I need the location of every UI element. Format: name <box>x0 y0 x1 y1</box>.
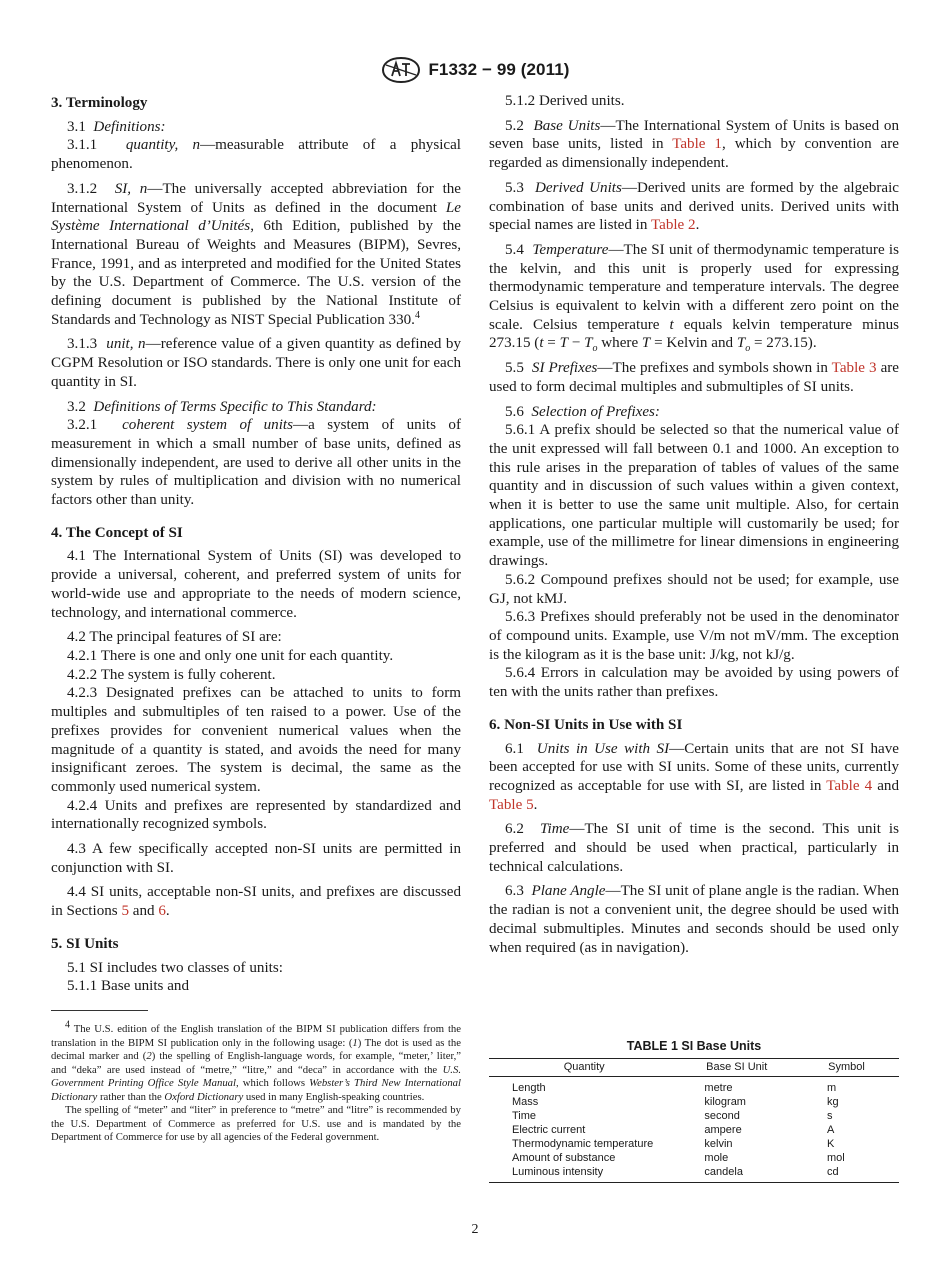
footnote-ref: 4 <box>414 309 420 321</box>
para-5-4: 5.4 Temperature—The SI unit of thermodynamic temperature is the kelvin, and this unit is properly used for expressing thermodynamic temperature and temperature intervals. The degree Celsius is equivalent to kelvin with a different zero point on the scale. Celsius temperature t equals kelvin temperature minus 273.15 ($t = T - T_o$ where T = Kelvin and $T_o = 273.15$). <box>489 241 899 355</box>
table-4-link[interactable]: Table 4 <box>826 777 873 794</box>
header-base-unit: Base SI Unit <box>706 1061 768 1073</box>
para-4-2-3: 4.2.3 Designated prefixes can be attached to units to form multiples and submultiples of ten raised to a power. Use of the prefixes provides for convenient numerical values when the magnitude of a quantity is stated, and avoids the need for many insignificant zeroes. The system is decimal, the same as the commonly used numerical system. <box>51 685 461 795</box>
page-header <box>0 56 950 84</box>
para-5-1: 5.1 SI includes two classes of units: <box>67 959 283 976</box>
table-header-row <box>489 1059 899 1077</box>
cell-quantity: Time <box>512 1110 537 1122</box>
para-3-1-1: 3.1.1 quantity, n—measurable attribute of a physical phenomenon. <box>51 137 461 173</box>
para-3-2: 3.2 Definitions of Terms Specific to This Standard: <box>67 398 377 415</box>
para-5-1-2: 5.1.2 Derived units. <box>505 93 625 109</box>
cell-unit: candela <box>704 1166 743 1178</box>
cell-unit: second <box>704 1110 740 1122</box>
header-quantity: Quantity <box>563 1061 605 1073</box>
para-6-2: 6.2 Time—The SI unit of time is the second. This unit is preferred and should be used when practical, particularly in technical calculations. <box>489 821 900 875</box>
section-3-heading: 3. Terminology <box>51 95 148 111</box>
cell-unit: kelvin <box>704 1138 733 1150</box>
para-4-3: 4.3 A few specifically accepted non-SI units are permitted in conjunction with SI. <box>51 841 461 876</box>
para-5-3: 5.3 Derived Units—Derived units are formed by the algebraic combination of base units and derived units. Derived units with special names are listed in Table 2. <box>489 179 899 234</box>
para-4-1: 4.1 The International System of Units (SI) was developed to provide a universal, coherent, and preferred system of units for world-wide use and appropriate to the needs of modern science, technology, and international commerce. <box>51 548 461 621</box>
table-1 <box>489 1039 899 1183</box>
para-3-1: 3.1 Definitions: <box>67 118 166 135</box>
para-6-1: 6.1 Units in Use with SI—Certain units that are not SI have been accepted for use with SI units. Some of these units, currently recognized as acceptable for use with SI, are listed in Table 4 and Table 5. <box>489 740 900 813</box>
table-1-link[interactable]: Table 1 <box>672 136 722 153</box>
cell-unit: metre <box>704 1082 733 1094</box>
para-4-4: 4.4 SI units, acceptable non-SI units, and prefixes are discussed in Sections 5 and 6. <box>51 884 461 920</box>
para-5-6-4: 5.6.4 Errors in calculation may be avoided by using powers of ten with the units rather than prefixes. <box>489 665 899 701</box>
section-5-heading: 5. SI Units <box>51 935 119 952</box>
footnote-rule <box>51 1010 148 1011</box>
table-row <box>489 1109 899 1123</box>
para-4-2-4: 4.2.4 Units and prefixes are represented by standardized and internationally recognized symbols. <box>51 797 461 833</box>
para-5-6-3: 5.6.3 Prefixes should preferably not be used in the denominator of compound units. Example, use V/m not mV/mm. The exception is the kilogram as it is the base unit: J/kg, not kJ/g. <box>489 609 899 663</box>
para-3-1-2: 3.1.2 SI, n—The universally accepted abbreviation for the International System of Units as defined in the document Le Système International d’Unités, 6th Edition, published by the International Bureau of Weights and Measures (BIPM), Sevres, France, 1991, and as interpreted and modified for the United States by the U.S. Department of Commerce. The U.S. version of the defining document is published by the National Institute of Standards and Technology as NIST Special Publication 330.$^4$ <box>51 180 462 328</box>
para-5-5: 5.5 SI Prefixes—The prefixes and symbols shown in Table 3 are used to form decimal multiples and submultiples of SI units. <box>489 360 899 395</box>
para-5-6-1: 5.6.1 A prefix should be selected so that the numerical value of the unit expressed will fall between 0.1 and 1000. An exception to this rule arises in the preparation of tables of values of the same quantity and in discussion of such values within a given context, when it is better to use the same unit multiple. Also, for certain applications, one particular multiple will customarily be used; for example, use of the millimetre for linear dimensions in engineering drawings. <box>489 422 899 570</box>
para-5-2: 5.2 Base Units—The International System of Units is based on seven base units, listed in Table 1, which by convention are regarded as dimensionally independent. <box>489 117 900 172</box>
cell-quantity: Luminous intensity <box>512 1166 604 1178</box>
footnote-para-1: $^4$ The U.S. edition of the English translation of the BIPM SI publication differs from the translation in the BIPM SI publication only in the following usage: (1) The dot is used as the decimal marker and (2) the spelling of English-language words, for example, “meter,’ liter,” and “deka” are used instead of “metre,” “litre,” and “deca” in accordance with the U.S. Government Printing Office Style Manual, which follows Webster’s Third New International Dictionary rather than the Oxford Dictionary used in many English-speaking countries. <box>51 1019 462 1103</box>
table-row <box>489 1123 899 1137</box>
section-6-heading: 6. Non-SI Units in Use with SI <box>489 716 683 733</box>
cell-symbol: cd <box>827 1166 839 1178</box>
right-column <box>489 92 899 957</box>
para-3-1-3: 3.1.3 unit, n—reference value of a given quantity as defined by CGPM Resolution or ISO standards. There is only one unit for each quantity in SI. <box>51 336 462 390</box>
table-row <box>489 1165 899 1183</box>
para-3-2-1: 3.2.1 coherent system of units—a system of units of measurement in which a small number of base units, defined as dimensionally independent, are used to derive all other units in the system by rules of multiplication and division with no numerical factors other than unity. <box>51 417 461 509</box>
para-4-2: 4.2 The principal features of SI are: <box>67 629 282 646</box>
section-6-link[interactable]: 6 <box>158 903 166 920</box>
left-column <box>51 92 461 996</box>
cell-symbol: K <box>827 1138 835 1150</box>
table-row <box>489 1151 899 1165</box>
cell-symbol: mol <box>827 1152 845 1164</box>
astm-logo-icon <box>380 56 422 84</box>
para-4-2-2: 4.2.2 The system is fully coherent. <box>67 666 276 683</box>
cell-unit: ampere <box>704 1124 742 1136</box>
table-1-caption: TABLE 1 SI Base Units <box>626 1039 762 1053</box>
si-base-units-table <box>489 1058 899 1183</box>
cell-quantity: Thermodynamic temperature <box>512 1138 654 1150</box>
cell-symbol: m <box>827 1082 837 1094</box>
para-6-3: 6.3 Plane Angle—The SI unit of plane angle is the radian. When the radian is not a convenient unit, the degree should be used with decimal submultiples. Minutes and seconds should be used only when required (as in navigation). <box>489 883 899 956</box>
page-number: 2 <box>471 1222 479 1237</box>
section-5-link[interactable]: 5 <box>121 903 129 920</box>
footnote <box>51 1010 461 1145</box>
cell-quantity: Length <box>512 1082 546 1094</box>
header-symbol: Symbol <box>828 1061 865 1073</box>
table-row <box>489 1077 899 1096</box>
cell-quantity: Electric current <box>512 1124 586 1136</box>
table-row <box>489 1095 899 1109</box>
cell-quantity: Mass <box>512 1096 539 1108</box>
para-5-1-1: 5.1.1 Base units and <box>67 978 189 995</box>
document-designation: F1332 − 99 (2011) <box>428 60 570 79</box>
section-4-heading: 4. The Concept of SI <box>51 524 183 541</box>
table-row <box>489 1137 899 1151</box>
table-3-link[interactable]: Table 3 <box>831 360 877 377</box>
table-2-link[interactable]: Table 2 <box>650 217 696 234</box>
table-5-link[interactable]: Table 5 <box>489 796 534 813</box>
cell-unit: mole <box>704 1152 729 1164</box>
para-5-6: 5.6 Selection of Prefixes: <box>505 403 660 420</box>
para-4-2-1: 4.2.1 There is one and only one unit for each quantity. <box>67 647 394 664</box>
cell-quantity: Amount of substance <box>512 1152 616 1164</box>
para-5-6-2: 5.6.2 Compound prefixes should not be used; for example, use GJ, not kMJ. <box>489 571 899 607</box>
cell-unit: kilogram <box>704 1096 746 1108</box>
cell-symbol: s <box>827 1110 833 1122</box>
cell-symbol: A <box>827 1124 835 1136</box>
footnote-para-2: The spelling of “meter” and “liter” in preference to “metre” and “litre” is recommended by the U.S. Department of Commerce as preferred for U.S. use and is mandated by the Department of Commerce for use by all agencies of the Federal government. <box>51 1104 461 1143</box>
cell-symbol: kg <box>827 1096 839 1108</box>
